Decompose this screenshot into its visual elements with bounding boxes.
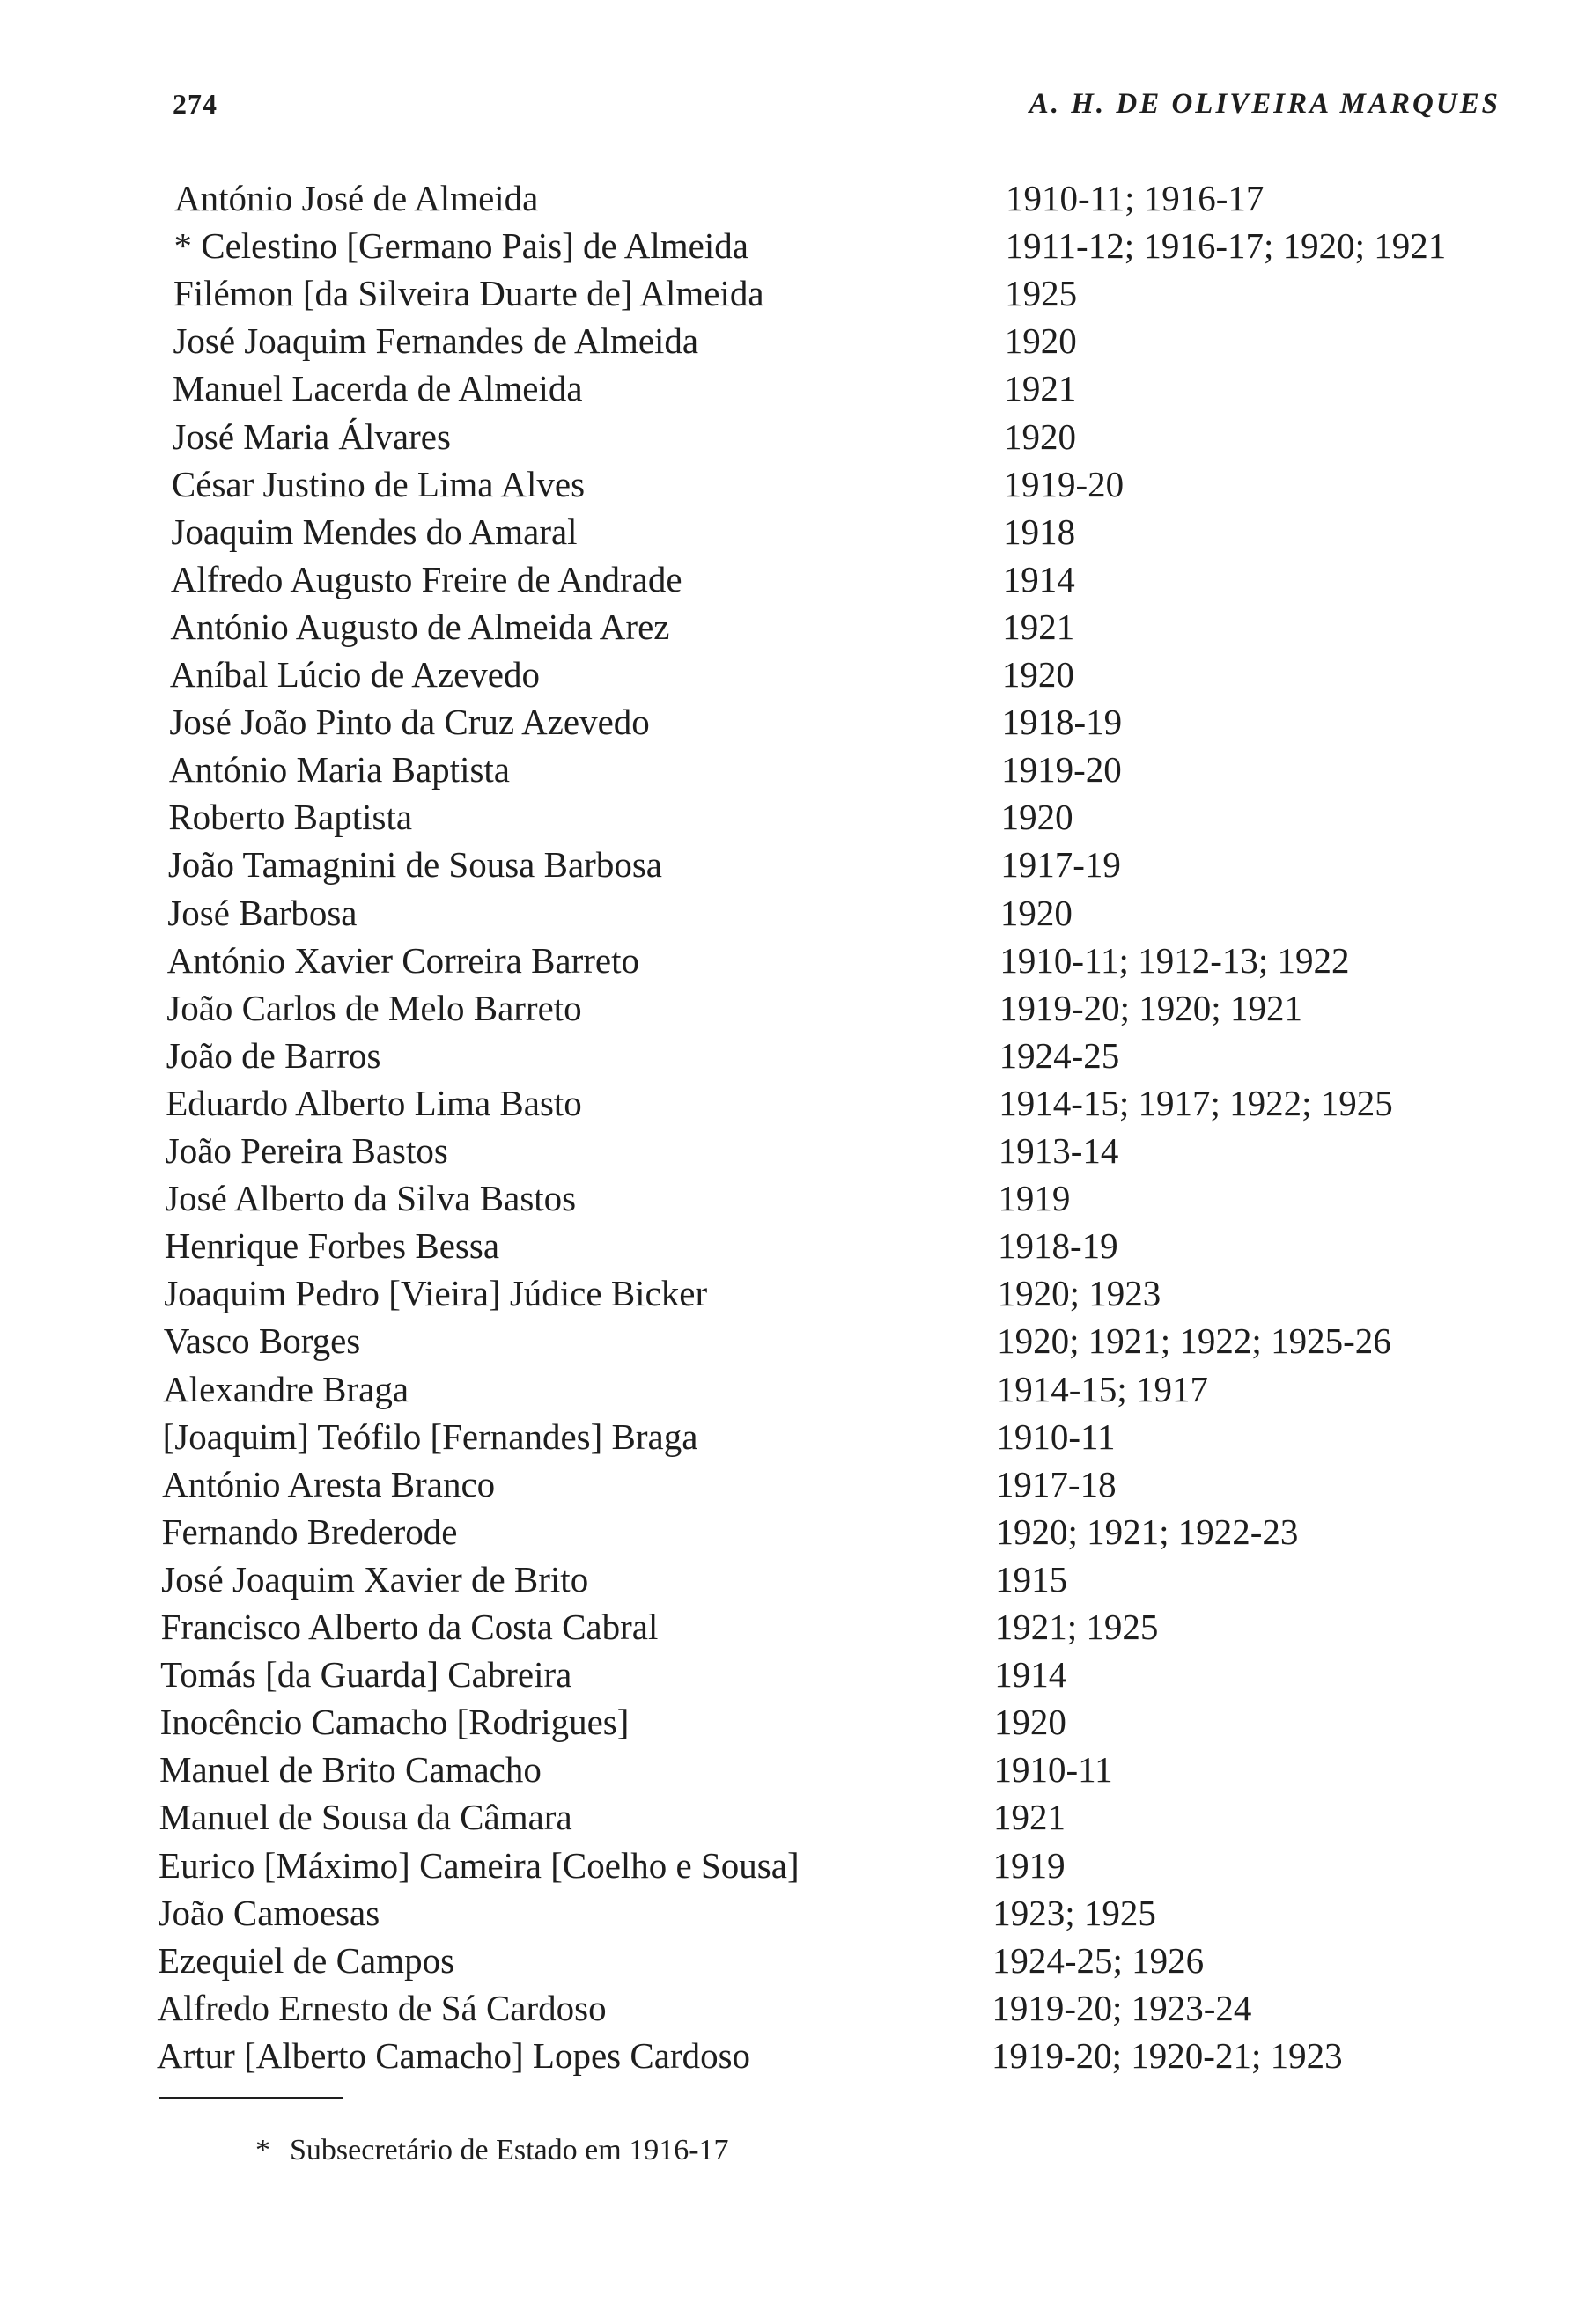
list-item	[0, 1555, 1578, 1603]
entry-years: 1910-11	[993, 1749, 1113, 1791]
entry-name: Alfredo Augusto Freire de Andrade	[170, 558, 682, 599]
entry-years: 1920	[993, 1702, 1066, 1743]
entry-years: 1924-25; 1926	[992, 1939, 1205, 1981]
entry-name: Alexandre Braga	[163, 1368, 409, 1409]
entry-name: Francisco Alberto da Costa Cabral	[160, 1607, 659, 1647]
entry-name: Alfredo Ernesto de Sá Cardoso	[157, 1987, 607, 2028]
list-item	[0, 1984, 1578, 2032]
entry-years: 1919-20; 1920-21; 1923	[992, 2034, 1343, 2076]
entry-years: 1919-20	[1001, 749, 1122, 791]
list-item	[0, 1174, 1578, 1222]
entry-name: Fernando Brederode	[161, 1511, 458, 1552]
list-item	[0, 2032, 1578, 2079]
entry-name: José Joaquim Xavier de Brito	[161, 1558, 589, 1600]
entry-years: 1919-20; 1923-24	[992, 1987, 1252, 2028]
entry-years: 1918	[1003, 511, 1076, 552]
list-item	[0, 1651, 1578, 1698]
entry-name: João Carlos de Melo Barreto	[166, 987, 582, 1028]
entry-name: [Joaquim] Teófilo [Fernandes] Braga	[162, 1416, 698, 1457]
entry-name: António Maria Baptista	[168, 749, 511, 791]
entry-years: 1920; 1921; 1922; 1925-26	[997, 1320, 1391, 1362]
entry-years: 1910-11; 1916-17	[1006, 178, 1265, 218]
list-item	[0, 1079, 1578, 1127]
entry-years: 1919	[992, 1844, 1066, 1886]
list-item	[0, 317, 1578, 364]
entry-name: Artur [Alberto Camacho] Lopes Cardoso	[157, 2034, 751, 2076]
list-item	[0, 1937, 1578, 1984]
list-item	[0, 1746, 1578, 1793]
list-item	[0, 746, 1578, 793]
entry-years: 1914-15; 1917; 1922; 1925	[999, 1082, 1393, 1123]
page-header	[173, 88, 1501, 132]
list-item	[0, 841, 1578, 888]
list-item	[0, 508, 1578, 555]
entry-name: José Joaquim Fernandes de Almeida	[173, 320, 699, 362]
list-item	[0, 1698, 1578, 1746]
list-item	[0, 1793, 1578, 1841]
entry-name: Manuel de Brito Camacho	[159, 1749, 542, 1791]
entry-years: 1920	[1001, 654, 1074, 695]
entry-years: 1921	[993, 1797, 1066, 1838]
entry-name: Joaquim Mendes do Amaral	[171, 511, 578, 552]
entry-years: 1924-25	[999, 1034, 1120, 1076]
entry-name: José Barbosa	[167, 892, 358, 933]
entry-name: Vasco Borges	[163, 1320, 361, 1362]
list-item	[0, 1413, 1578, 1460]
entry-years: 1911-12; 1916-17; 1920; 1921	[1005, 225, 1447, 267]
entry-name: Roberto Baptista	[168, 797, 413, 838]
footnote-mark: *	[255, 2134, 270, 2166]
entry-years: 1920	[1000, 797, 1073, 838]
list-item	[0, 603, 1578, 651]
entry-name: Eurico [Máximo] Cameira [Coelho e Sousa]	[159, 1844, 800, 1886]
list-item	[0, 1222, 1578, 1269]
entry-years: 1919	[998, 1178, 1071, 1219]
entry-years: 1921; 1925	[994, 1607, 1159, 1647]
footnote	[255, 2134, 729, 2167]
footnote-text: Subsecretário de Estado em 1916-17	[290, 2134, 729, 2166]
list-item	[0, 174, 1578, 222]
list-item	[0, 937, 1578, 984]
entry-years: 1917-18	[995, 1463, 1117, 1504]
entry-years: 1919-20; 1920; 1921	[999, 987, 1302, 1028]
entry-name: * Celestino [Germano Pais] de Almeida	[173, 225, 748, 267]
list-item	[0, 889, 1578, 937]
page-number: 274	[173, 88, 218, 120]
entry-name: Tomás [da Guarda] Cabreira	[160, 1654, 572, 1695]
entry-name: João Camoesas	[158, 1892, 380, 1933]
list-item	[0, 1269, 1578, 1317]
entry-years: 1919-20	[1003, 463, 1125, 504]
entry-years: 1920; 1923	[997, 1273, 1161, 1314]
entry-years: 1910-11; 1912-13; 1922	[999, 939, 1350, 981]
list-item	[0, 1127, 1578, 1174]
entry-name: Eduardo Alberto Lima Basto	[166, 1082, 582, 1123]
list-item	[0, 1460, 1578, 1508]
running-head: A. H. DE OLIVEIRA MARQUES	[1029, 88, 1501, 120]
entry-name: António Augusto de Almeida Arez	[170, 606, 670, 647]
entry-years: 1915	[995, 1558, 1068, 1600]
entry-name: Aníbal Lúcio de Azevedo	[169, 654, 540, 695]
entry-years: 1914	[1002, 558, 1075, 599]
entry-years: 1923; 1925	[992, 1892, 1156, 1933]
entry-name: João de Barros	[166, 1034, 381, 1076]
list-item	[0, 222, 1578, 269]
entry-years: 1921	[1004, 368, 1077, 409]
list-item	[0, 1317, 1578, 1364]
entry-years: 1914	[994, 1654, 1067, 1695]
entry-name: Filémon [da Silveira Duarte de] Almeida	[173, 273, 764, 314]
entry-name: Manuel de Sousa da Câmara	[159, 1797, 572, 1838]
entry-years: 1914-15; 1917	[996, 1368, 1209, 1409]
entry-name: Joaquim Pedro [Vieira] Júdice Bicker	[164, 1273, 708, 1314]
entry-name: João Tamagnini de Sousa Barbosa	[167, 844, 662, 886]
entry-name: José Maria Álvares	[172, 416, 451, 457]
entry-name: César Justino de Lima Alves	[171, 463, 586, 504]
entry-name: José Alberto da Silva Bastos	[165, 1178, 577, 1219]
list-item	[0, 364, 1578, 412]
entry-name: António Xavier Correira Barreto	[166, 939, 640, 981]
entry-name: Inocêncio Camacho [Rodrigues]	[159, 1702, 630, 1743]
list-item	[0, 984, 1578, 1032]
entry-years: 1918-19	[997, 1225, 1118, 1267]
entry-name: João Pereira Bastos	[165, 1130, 448, 1171]
list-item	[0, 1365, 1578, 1413]
list-item	[0, 793, 1578, 841]
list-item	[0, 269, 1578, 317]
entry-years: 1917-19	[1000, 844, 1121, 886]
entry-years: 1913-14	[998, 1130, 1119, 1171]
list-item	[0, 1603, 1578, 1651]
list-item	[0, 698, 1578, 746]
entry-years: 1920	[1004, 320, 1077, 362]
entry-name: Manuel Lacerda de Almeida	[172, 368, 583, 409]
entry-name: Henrique Forbes Bessa	[164, 1225, 500, 1267]
list-item	[0, 413, 1578, 460]
entry-years: 1920	[999, 892, 1073, 933]
entry-years: 1920; 1921; 1922-23	[995, 1511, 1299, 1552]
entry-years: 1918-19	[1001, 702, 1123, 743]
entry-years: 1921	[1002, 606, 1075, 647]
entry-years: 1920	[1003, 416, 1076, 457]
entry-name: Ezequiel de Campos	[158, 1939, 455, 1981]
list-item	[0, 651, 1578, 698]
list-item	[0, 1032, 1578, 1079]
entry-years: 1925	[1005, 273, 1078, 314]
footnote-rule	[159, 2097, 343, 2099]
entry-years: 1910-11	[996, 1416, 1116, 1457]
list-item	[0, 1842, 1578, 1889]
entry-name: António Aresta Branco	[162, 1463, 496, 1504]
list-item	[0, 1889, 1578, 1937]
entry-name: José João Pinto da Cruz Azevedo	[169, 702, 650, 743]
list-item	[0, 460, 1578, 508]
entry-name: António José de Almeida	[174, 178, 539, 218]
list-item	[0, 555, 1578, 603]
list-item	[0, 1508, 1578, 1555]
